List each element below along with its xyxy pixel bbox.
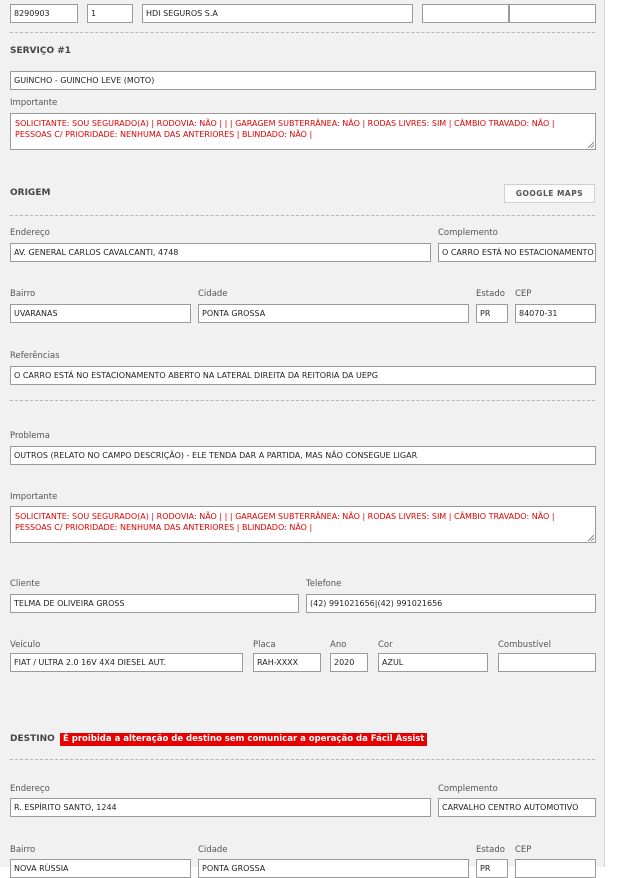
origin-zip-label: CEP	[515, 289, 532, 299]
destination-state-label: Estado	[476, 845, 505, 855]
destination-complement-field[interactable]: CARVALHO CENTRO AUTOMOTIVO	[438, 798, 596, 817]
origin-city-field[interactable]: PONTA GROSSA	[198, 304, 469, 323]
top-field-4[interactable]	[422, 4, 509, 23]
origin-address-label: Endereço	[10, 228, 50, 238]
destination-city-field[interactable]: PONTA GROSSA	[198, 859, 469, 878]
destination-district-label: Bairro	[10, 845, 36, 855]
year-field[interactable]: 2020	[330, 653, 368, 672]
origin-references-field[interactable]: O CARRO ESTÁ NO ESTACIONAMENTO ABERTO NA LATERAL DIREITA DA REITORIA DA UEPG	[10, 366, 596, 385]
service-important-text: SOLICITANTE: SOU SEGURADO(A) | RODOVIA: NÃO | | | GARAGEM SUBTERRÂNEA: NÃO | RODAS LIVRES: SIM | CÂMBIO TRAVADO: NÃO | PESSOAS C/ PRIORIDADE: NENHUMA DAS ANTERIORES | BLINDADO: NÃO |	[15, 119, 555, 139]
origin-address-field[interactable]: AV. GENERAL CARLOS CAVALCANTI, 4748	[10, 243, 431, 262]
destination-zip-label: CEP	[515, 845, 532, 855]
service-title: SERVIÇO #1	[10, 46, 72, 56]
insurer-field[interactable]: HDI SEGUROS S.A	[142, 4, 413, 23]
resize-grip-icon[interactable]	[587, 534, 594, 541]
fuel-label: Combustível	[498, 640, 551, 650]
origin-district-label: Bairro	[10, 289, 36, 299]
destination-city-label: Cidade	[198, 845, 228, 855]
origin-complement-field[interactable]: O CARRO ESTÁ NO ESTACIONAMENTO	[438, 243, 596, 262]
resize-grip-icon[interactable]	[587, 141, 594, 148]
origin-title: ORIGEM	[10, 188, 51, 198]
service-important-textarea[interactable]	[10, 113, 596, 150]
destination-title: DESTINO	[10, 734, 55, 744]
origin-zip-field[interactable]: 84070-31	[515, 304, 596, 323]
top-field-5[interactable]	[509, 4, 596, 23]
destination-address-label: Endereço	[10, 784, 50, 794]
order-code-field[interactable]: 8290903	[10, 4, 78, 23]
origin-state-field[interactable]: PR	[476, 304, 508, 323]
year-label: Ano	[330, 640, 347, 650]
phone-label: Telefone	[306, 579, 342, 589]
problem-field[interactable]: OUTROS (RELATO NO CAMPO DESCRIÇÃO) - ELE TENDA DAR A PARTIDA, MAS NÃO CONSEGUE LIGAR	[10, 446, 596, 465]
divider	[10, 32, 595, 33]
destination-district-field[interactable]: NOVA RÚSSIA	[10, 859, 191, 878]
fuel-field[interactable]	[498, 653, 596, 672]
client-field[interactable]: TELMA DE OLIVEIRA GROSS	[10, 594, 299, 613]
phone-field[interactable]: (42) 991021656|(42) 991021656	[306, 594, 596, 613]
origin-state-label: Estado	[476, 289, 505, 299]
problem-label: Problema	[10, 431, 50, 441]
order-number-field[interactable]: 1	[87, 4, 133, 23]
origin-references-label: Referências	[10, 351, 60, 361]
origin-district-field[interactable]: UVARANAS	[10, 304, 191, 323]
plate-label: Placa	[253, 640, 276, 650]
vehicle-label: Veículo	[10, 640, 41, 650]
service-type-field[interactable]: GUINCHO - GUINCHO LEVE (MOTO)	[10, 71, 596, 90]
destination-address-field[interactable]: R. ESPÍRITO SANTO, 1244	[10, 798, 431, 817]
origin-important-label: Importante	[10, 492, 58, 502]
destination-state-field[interactable]: PR	[476, 859, 508, 878]
origin-important-text: SOLICITANTE: SOU SEGURADO(A) | RODOVIA: NÃO | | | GARAGEM SUBTERRÂNEA: NÃO | RODAS LIVRES: SIM | CÂMBIO TRAVADO: NÃO | PESSOAS C/ PRIORIDADE: NENHUMA DAS ANTERIORES | BLINDADO: NÃO |	[15, 512, 555, 532]
service-important-label: Importante	[10, 98, 58, 108]
color-label: Cor	[378, 640, 393, 650]
origin-complement-label: Complemento	[438, 228, 498, 238]
origin-city-label: Cidade	[198, 289, 228, 299]
plate-field[interactable]: RAH-XXXX	[253, 653, 321, 672]
color-field[interactable]: AZUL	[378, 653, 488, 672]
client-label: Cliente	[10, 579, 40, 589]
google-maps-button[interactable]: GOOGLE MAPS	[504, 184, 595, 203]
divider	[10, 400, 595, 401]
destination-complement-label: Complemento	[438, 784, 498, 794]
destination-zip-field[interactable]	[515, 859, 596, 878]
divider	[10, 759, 595, 760]
destination-warning-badge: É proibida a alteração de destino sem comunicar a operação da Fácil Assist	[60, 733, 427, 746]
vehicle-field[interactable]: FIAT / ULTRA 2.0 16V 4X4 DIESEL AUT.	[10, 653, 243, 672]
divider	[10, 215, 595, 216]
origin-important-textarea[interactable]	[10, 506, 596, 543]
